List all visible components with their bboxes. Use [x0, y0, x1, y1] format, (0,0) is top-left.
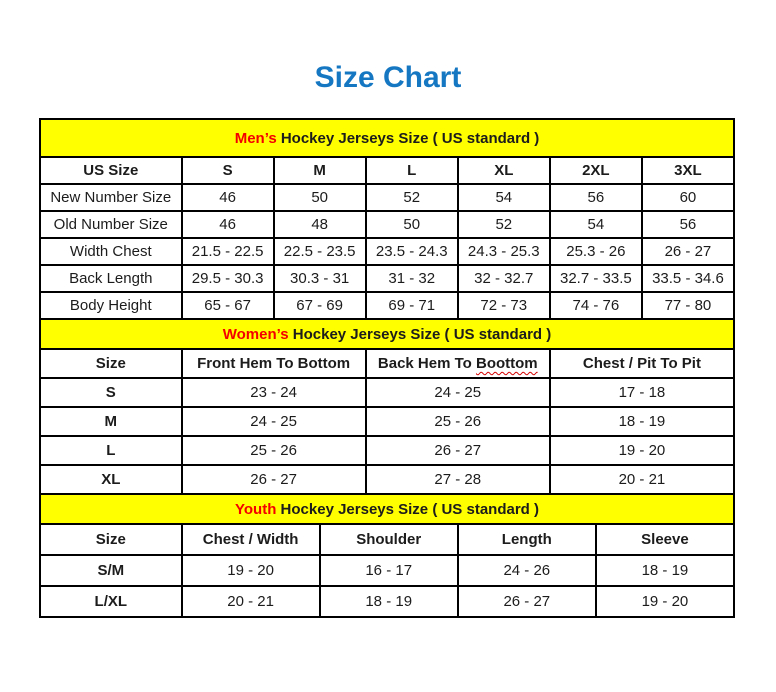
value-cell: 25.3 - 26: [550, 238, 642, 265]
section-header-row: [40, 494, 734, 524]
value-cell: 18 - 19: [320, 586, 458, 617]
value-cell: 26 - 27: [366, 436, 550, 465]
womens-size-table: [39, 318, 735, 495]
row-label-cell: L: [40, 436, 182, 465]
section-header-text: Hockey Jerseys Size ( US standard ): [288, 325, 552, 343]
value-cell: 50: [274, 184, 366, 211]
value-cell: 16 - 17: [320, 555, 458, 586]
column-header-cell: S: [182, 157, 274, 184]
section-header-text: Hockey Jerseys Size ( US standard ): [276, 500, 539, 518]
value-cell: 24 - 25: [366, 378, 550, 407]
table-row: [40, 211, 734, 238]
section-header-highlight: Men’s: [234, 129, 277, 147]
column-header-cell: XL: [458, 157, 550, 184]
value-cell: 54: [550, 211, 642, 238]
column-header-cell: Size: [40, 524, 182, 555]
value-cell: 20 - 21: [550, 465, 734, 494]
value-cell: 56: [642, 211, 734, 238]
value-cell: 72 - 73: [458, 292, 550, 319]
table-row: [40, 292, 734, 319]
row-label-cell: Body Height: [40, 292, 182, 319]
mens-size-table: [39, 118, 735, 320]
table-row: [40, 184, 734, 211]
value-cell: 20 - 21: [182, 586, 320, 617]
column-header-cell: L: [366, 157, 458, 184]
value-cell: 23.5 - 24.3: [366, 238, 458, 265]
section-header-womens: [40, 319, 734, 349]
column-header-cell: Back Hem To Boottom: [366, 349, 550, 378]
value-cell: 27 - 28: [366, 465, 550, 494]
value-cell: 25 - 26: [366, 407, 550, 436]
section-header-row: [40, 119, 734, 157]
value-cell: 26 - 27: [458, 586, 596, 617]
value-cell: 60: [642, 184, 734, 211]
value-cell: 19 - 20: [596, 586, 734, 617]
misspelled-word: Boottom: [475, 355, 538, 372]
value-cell: 29.5 - 30.3: [182, 265, 274, 292]
section-header-row: [40, 319, 734, 349]
section-header-highlight: Youth: [235, 500, 277, 518]
value-cell: 69 - 71: [366, 292, 458, 319]
row-label-cell: Width Chest: [40, 238, 182, 265]
column-header-cell: M: [274, 157, 366, 184]
value-cell: 46: [182, 211, 274, 238]
row-label-cell: Old Number Size: [40, 211, 182, 238]
value-cell: 18 - 19: [596, 555, 734, 586]
value-cell: 30.3 - 31: [274, 265, 366, 292]
section-header-mens: [40, 119, 734, 157]
value-cell: 31 - 32: [366, 265, 458, 292]
row-label-cell: L/XL: [40, 586, 182, 617]
table-row: [40, 436, 734, 465]
value-cell: 22.5 - 23.5: [274, 238, 366, 265]
row-label-cell: Back Length: [40, 265, 182, 292]
value-cell: 24 - 25: [182, 407, 366, 436]
column-header-cell: Chest / Width: [182, 524, 320, 555]
value-cell: 18 - 19: [550, 407, 734, 436]
table-row: [40, 586, 734, 617]
value-cell: 26 - 27: [182, 465, 366, 494]
column-header-cell: 3XL: [642, 157, 734, 184]
value-cell: 24.3 - 25.3: [458, 238, 550, 265]
value-cell: 26 - 27: [642, 238, 734, 265]
value-cell: 25 - 26: [182, 436, 366, 465]
value-cell: 54: [458, 184, 550, 211]
row-label-cell: New Number Size: [40, 184, 182, 211]
value-cell: 23 - 24: [182, 378, 366, 407]
value-cell: 32 - 32.7: [458, 265, 550, 292]
column-header-cell: Shoulder: [320, 524, 458, 555]
section-header-highlight: Women’s: [222, 325, 289, 343]
column-header-cell: US Size: [40, 157, 182, 184]
column-header-cell: 2XL: [550, 157, 642, 184]
value-cell: 48: [274, 211, 366, 238]
table-row: [40, 465, 734, 494]
value-cell: 32.7 - 33.5: [550, 265, 642, 292]
value-cell: 52: [458, 211, 550, 238]
column-header-row: [40, 157, 734, 184]
value-cell: 52: [366, 184, 458, 211]
row-label-cell: S/M: [40, 555, 182, 586]
column-header-row: [40, 524, 734, 555]
value-cell: 50: [366, 211, 458, 238]
value-cell: 56: [550, 184, 642, 211]
column-header-row: [40, 349, 734, 378]
table-row: [40, 555, 734, 586]
value-cell: 67 - 69: [274, 292, 366, 319]
page-title: Size Chart: [314, 61, 462, 94]
row-label-cell: M: [40, 407, 182, 436]
column-header-cell: Sleeve: [596, 524, 734, 555]
table-row: [40, 265, 734, 292]
row-label-cell: XL: [40, 465, 182, 494]
table-row: [40, 407, 734, 436]
value-cell: 19 - 20: [182, 555, 320, 586]
table-row: [40, 378, 734, 407]
table-row: [40, 238, 734, 265]
column-header-cell: Length: [458, 524, 596, 555]
value-cell: 33.5 - 34.6: [642, 265, 734, 292]
value-cell: 19 - 20: [550, 436, 734, 465]
youth-size-table: [39, 493, 735, 618]
column-header-cell: Size: [40, 349, 182, 378]
value-cell: 74 - 76: [550, 292, 642, 319]
value-cell: 65 - 67: [182, 292, 274, 319]
value-cell: 46: [182, 184, 274, 211]
column-header-cell: Front Hem To Bottom: [182, 349, 366, 378]
value-cell: 77 - 80: [642, 292, 734, 319]
row-label-cell: S: [40, 378, 182, 407]
value-cell: 21.5 - 22.5: [182, 238, 274, 265]
column-header-cell: Chest / Pit To Pit: [550, 349, 734, 378]
value-cell: 17 - 18: [550, 378, 734, 407]
value-cell: 24 - 26: [458, 555, 596, 586]
section-header-text: Hockey Jerseys Size ( US standard ): [276, 129, 540, 147]
section-header-youth: [40, 494, 734, 524]
